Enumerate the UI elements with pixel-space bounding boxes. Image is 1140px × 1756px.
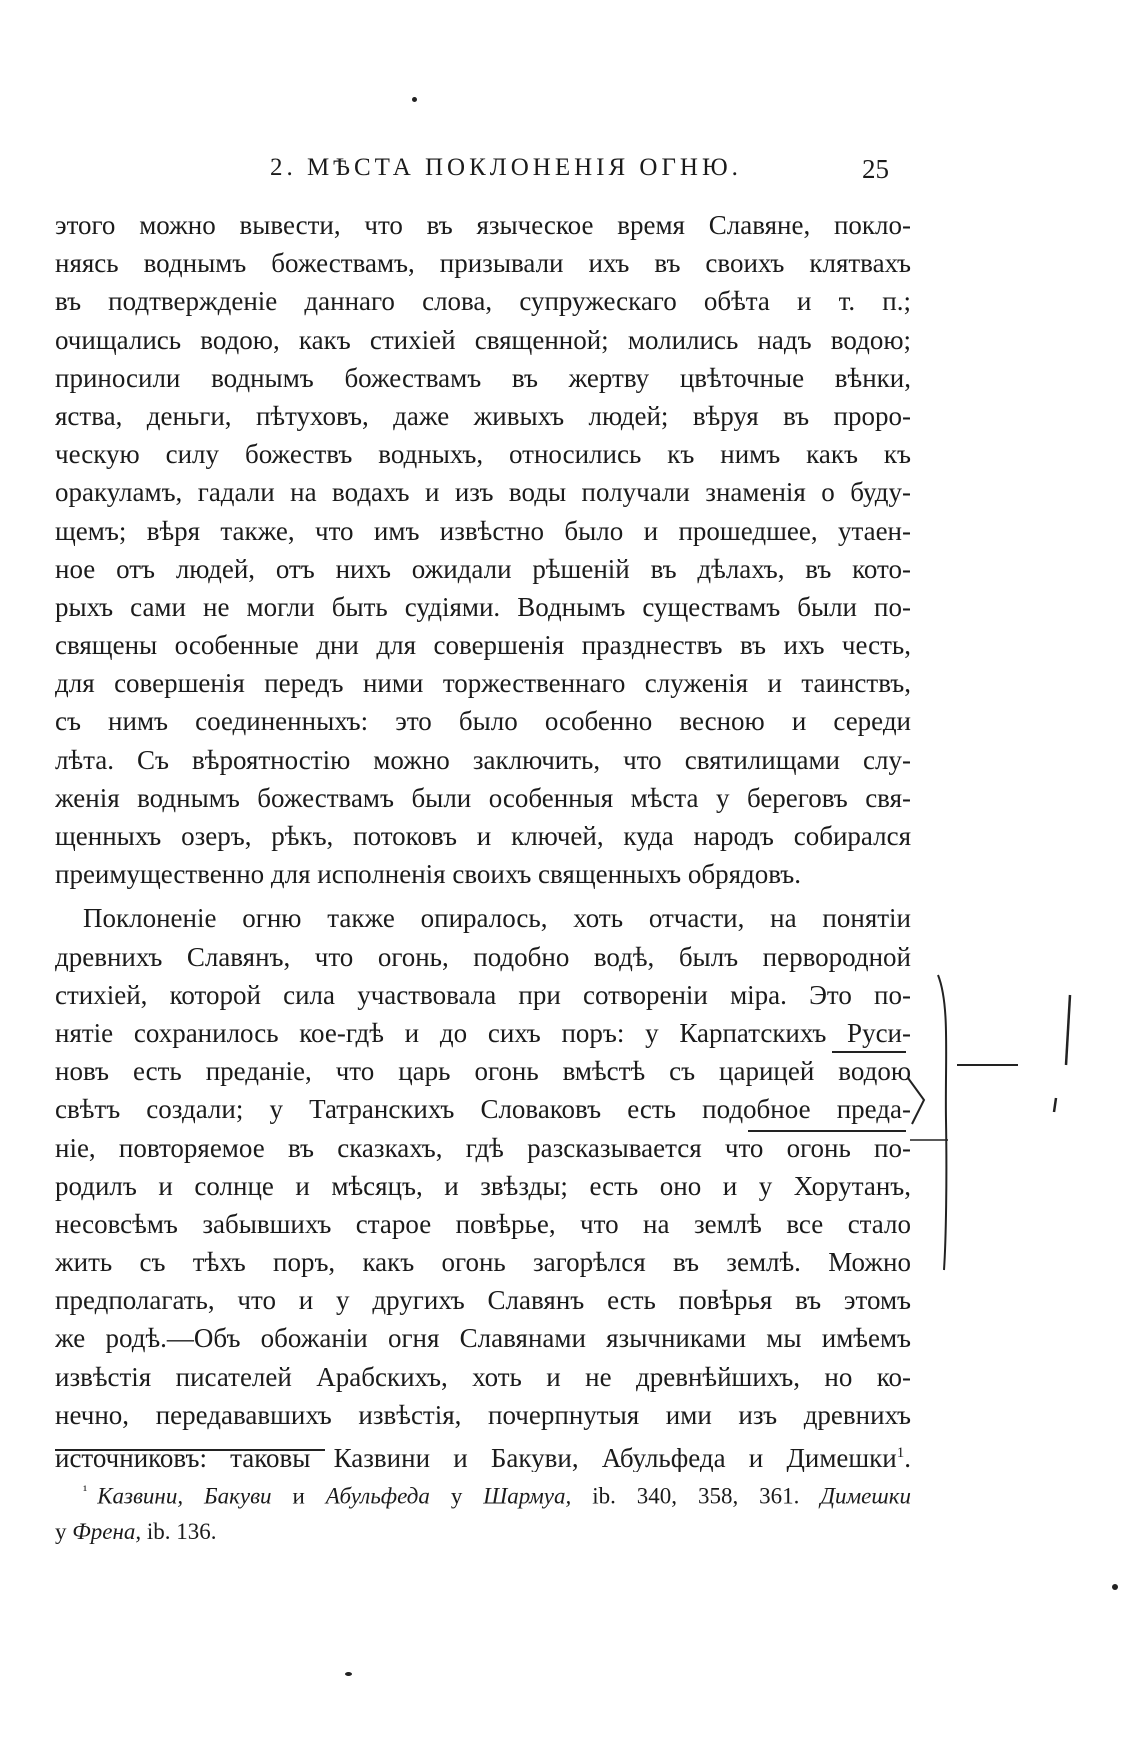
margin-bracket-mark [938, 975, 946, 1270]
footnote-source: Шармуа, [483, 1483, 572, 1509]
text-line: древнихъ Славянъ, что огонь, подобно водѣ, былъ первородной [55, 941, 911, 972]
footnote-authors: Казвини, Бакуви [97, 1483, 272, 1509]
text-line: очищались водою, какъ стихіей священной; молились надъ водою; [55, 324, 911, 355]
footnote-marker: ¹ [83, 1484, 88, 1499]
ink-speck [412, 97, 417, 102]
final-period: . [904, 1443, 911, 1473]
text-line: этого можно вывести, что въ языческое время Славяне, покло- [55, 210, 911, 240]
paragraph-2 [55, 899, 911, 1472]
footnote-ref: ib. 136. [146, 1519, 217, 1544]
footnote-conj: и [292, 1483, 305, 1509]
footnote-prep: у [450, 1483, 463, 1509]
running-header [0, 154, 1140, 194]
text-line: несовсѣмъ забывшихъ старое повѣрье, что на землѣ все стало [55, 1208, 911, 1239]
ink-speck [1112, 1584, 1118, 1590]
text-line: нятіе сохранилось кое-гдѣ и до сихъ поръ: у Карпатскихъ Руси- [55, 1017, 911, 1048]
footnote [55, 1472, 911, 1552]
text-line: священы особенные дни для совершенія празднествъ въ ихъ честь, [55, 630, 911, 661]
text-line: лѣта. Съ вѣроятностію можно заключить, что святилищами слу- [55, 744, 911, 775]
margin-tick-mark [1054, 1098, 1056, 1112]
text-line: для совершенія передъ ними торжественнаго служенія и таинствъ, [55, 668, 911, 699]
text-line: оракуламъ, гадали на водахъ и изъ воды получали знаменія о буду- [55, 477, 911, 508]
footnote-ref: ib. 340, 358, 361. [592, 1483, 800, 1509]
text-line: въ подтвержденіе даннаго слова, супружескаго обѣта и т. п.; [55, 286, 911, 317]
text-line: Поклоненіе огню также опиралось, хоть отчасти, на понятіи [83, 903, 911, 934]
main-text [55, 206, 911, 1472]
text-line: няясь воднымъ божествамъ, призывали ихъ въ своихъ клятвахъ [55, 248, 911, 279]
text-line: родилъ и солнце и мѣсяцъ, и звѣзды; есть оно и у Хорутанъ, [55, 1170, 911, 1201]
text-line: извѣстія писателей Арабскихъ, хоть и не древнѣйшихъ, но ко- [55, 1361, 911, 1392]
text-line: предполагать, что и у другихъ Славянъ есть повѣрья въ этомъ [55, 1285, 911, 1316]
ink-speck [345, 1672, 352, 1676]
footnote-source: Френа, [72, 1519, 142, 1544]
text-line: щенныхъ озеръ, рѣкъ, потоковъ и ключей, куда народъ собирался [55, 821, 911, 851]
text-line: яства, деньги, пѣтуховъ, даже живыхъ людей; вѣруя въ проро- [55, 400, 911, 431]
text-line: свѣтъ создали; у Татранскихъ Словаковъ есть подобное преда- [55, 1094, 911, 1125]
footnote-prep: у [55, 1519, 67, 1544]
footnote-line [55, 1472, 911, 1512]
text-line: жить съ тѣхъ поръ, какъ огонь загорѣлся въ землѣ. Можно [55, 1247, 911, 1278]
text-line: щемъ; вѣря также, что имъ извѣстно было и прошедшее, утаен- [55, 515, 911, 546]
text-line: ное отъ людей, отъ нихъ ожидали рѣшеній въ дѣлахъ, въ кото- [55, 553, 911, 584]
footnote-author: Абульфеда [325, 1483, 430, 1509]
page-number: 25 [862, 154, 889, 184]
text-line: новъ есть преданіе, что царь огонь вмѣстѣ съ царицей водою [55, 1056, 911, 1087]
footnote-author: Димешки [820, 1483, 911, 1509]
text-line: ніе, повторяемое въ сказкахъ, гдѣ разсказывается что огонь по- [55, 1132, 911, 1163]
text-line: стихіей, которой сила участвовала при сотвореніи міра. Это по- [55, 979, 911, 1010]
footnote-divider [55, 1449, 325, 1451]
paragraph-1 [55, 206, 911, 893]
footnote-line [55, 1512, 911, 1552]
text-line: съ нимъ соединенныхъ: это было особенно весною и середи [55, 706, 911, 737]
text-line: рыхъ сами не могли быть судіями. Воднымъ существамъ были по- [55, 591, 911, 622]
text-line: ческую силу божествъ водныхъ, относились къ нимъ какъ къ [55, 439, 911, 470]
final-line-text: источниковъ: таковы Казвини и Бакуви, Абульфеда и Димешки [55, 1443, 897, 1473]
margin-vertical-mark [1066, 995, 1070, 1065]
text-line: же родѣ.—Объ обожаніи огня Славянами язычниками мы имѣемъ [55, 1323, 911, 1354]
text-line: женія воднымъ божествамъ были особенныя мѣста у береговъ свя- [55, 782, 911, 813]
text-line: преимущественно для исполненія своихъ священныхъ обрядовъ. [55, 859, 802, 890]
text-line: нечно, передававшихъ извѣстія, почерпнутыя ими изъ древнихъ [55, 1399, 911, 1430]
section-title: 2. МѢСТА ПОКЛОНЕНІЯ ОГНЮ. [270, 154, 742, 181]
text-line-final [55, 1434, 911, 1472]
footnote-reference: 1 [896, 1445, 905, 1461]
text-line: приносили воднымъ божествамъ въ жертву цвѣточные вѣнки, [55, 362, 911, 393]
